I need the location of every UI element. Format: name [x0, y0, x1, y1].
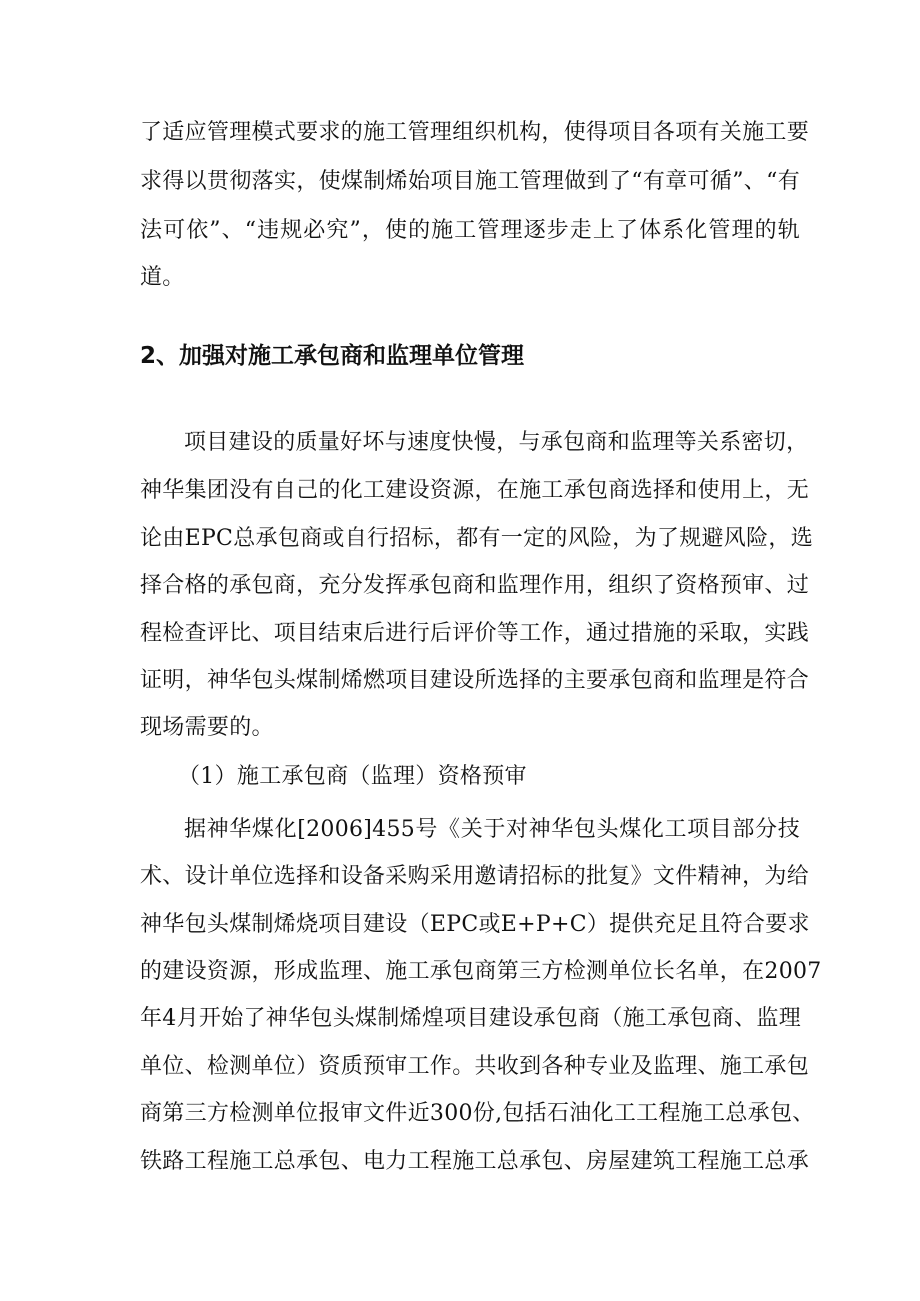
paragraph-2-line: 程检查评比、项目结束后进行后评价等工作，通过措施的采取，实践 — [140, 621, 810, 646]
paragraph-2-line: 择合格的承包商，充分发挥承包商和监理作用，组织了资格预审、过 — [140, 573, 810, 598]
paragraph-3-line: 单位、检测单位）资质预审工作。共收到各种专业及监理、施工承包 — [140, 1054, 810, 1079]
paragraph-2-line: 项目建设的质量好坏与速度快慢，与承包商和监理等关系密切， — [184, 430, 809, 455]
paragraph-2-line: 现场需要的。 — [140, 715, 274, 740]
paragraph-1-line: 道。 — [140, 265, 185, 290]
section-heading — [140, 340, 524, 372]
paragraph-2-line: 证明，神华包头煤制烯燃项目建设所选择的主要承包商和监理是符合 — [140, 668, 810, 693]
paragraph-3-line: 据神华煤化[2006]455号《关于对神华包头煤化工项目部分技 — [184, 817, 800, 842]
paragraph-3-line: 神华包头煤制烯烧项目建设（EPC或E+P+C）提供充足且符合要求 — [140, 912, 810, 937]
paragraph-3-line: 的建设资源，形成监理、施工承包商第三方检测单位长名单，在2007 — [140, 959, 822, 984]
paragraph-3-line: 术、设计单位选择和设备采购采用邀请招标的批复》文件精神，为给 — [140, 864, 810, 889]
paragraph-2-line: 论由EPC总承包商或自行招标，都有一定的风险，为了规避风险，选 — [140, 526, 813, 551]
paragraph-1-line: 了适应管理模式要求的施工管理组织机构，使得项目各项有关施工要 — [140, 120, 810, 145]
subsection-title: （1）施工承包商（监理）资格预审 — [178, 764, 527, 789]
section-number: 2、 — [140, 343, 180, 369]
paragraph-1-line: 法可依”、“违规必究”，使的施工管理逐步走上了体系化管理的轨 — [140, 218, 800, 243]
paragraph-3-line: 铁路工程施工总承包、电力工程施工总承包、房屋建筑工程施工总承 — [140, 1149, 810, 1174]
paragraph-2-line: 神华集团没有自己的化工建设资源，在施工承包商选择和使用上，无 — [140, 478, 810, 503]
section-title: 加强对施工承包商和监理单位管理 — [179, 343, 525, 369]
paragraph-3-line: 商第三方检测单位报审文件近300份,包括石油化工工程施工总承包、 — [140, 1101, 815, 1126]
paragraph-1-line: 求得以贯彻落实，使煤制烯始项目施工管理做到了“有章可循”、“有 — [140, 169, 800, 194]
paragraph-3-line: 年4月开始了神华包头煤制烯煌项目建设承包商（施工承包商、监理 — [140, 1006, 801, 1031]
